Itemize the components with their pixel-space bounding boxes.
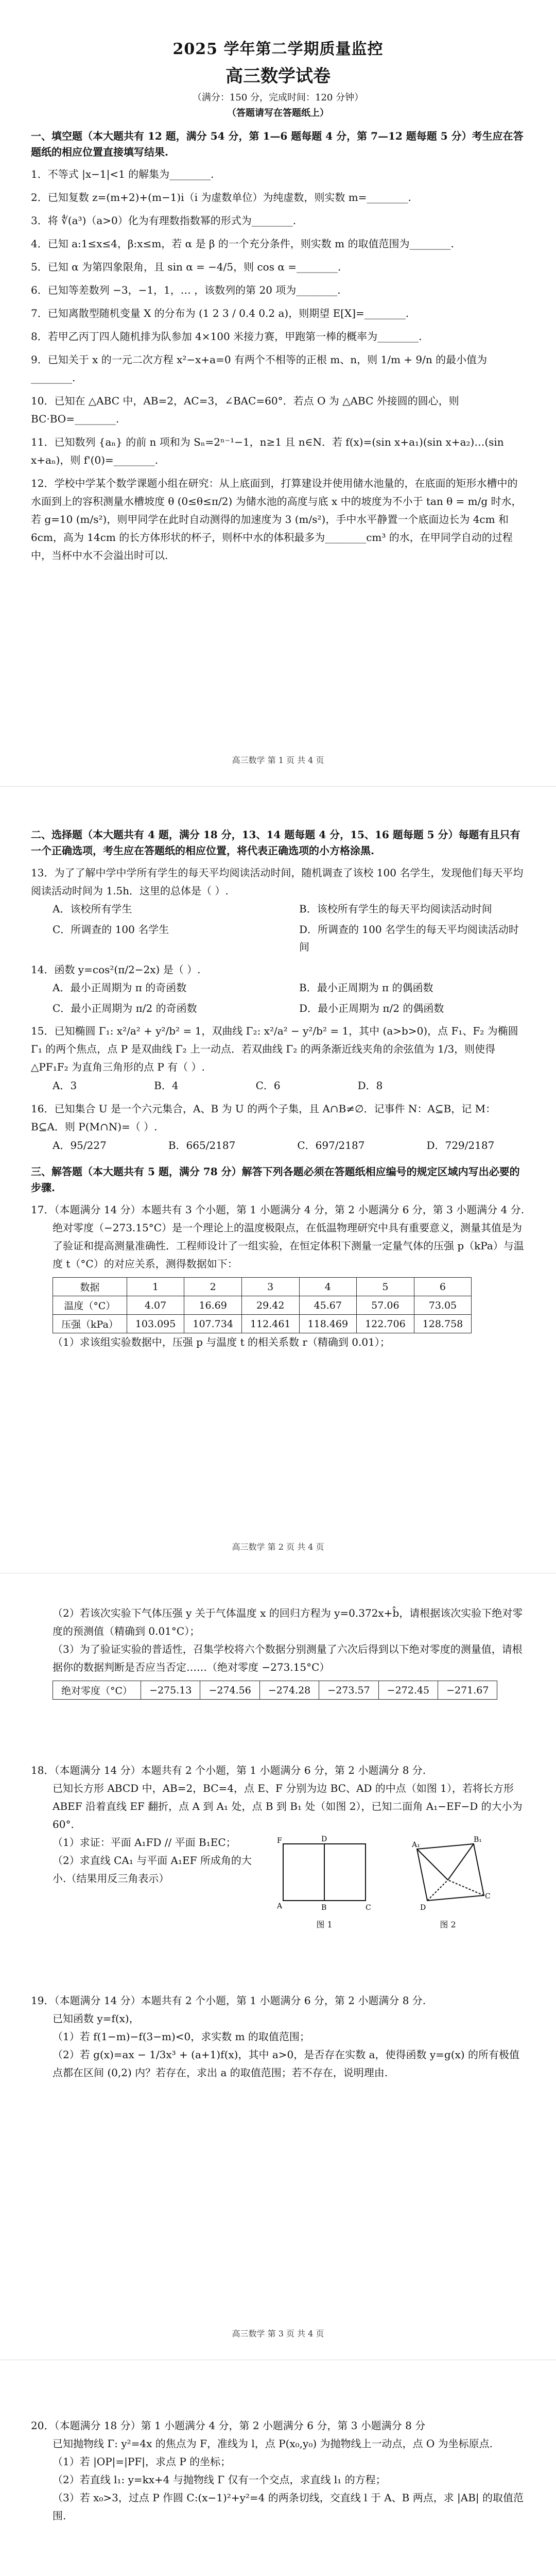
question-19-part2: （2）若 g(x)=ax − 1/3x³ + (a+1)f(x)，其中 a>0，是否存在实数 a，使得函数 y=g(x) 的所有极值点都在区间 (0,2) 内？若存在，求出 a 的取值范围；若不存在，说明理由. (53, 2048, 519, 2079)
question-13-options (53, 900, 525, 956)
question-19-stem: 19．（本题满分 14 分）本题共有 2 个小题，第 1 小题满分 6 分，第 2 小题满分 8 分. (31, 1994, 426, 2007)
figure-2-folded (396, 1834, 499, 1916)
question-18-part1: （1）求证：平面 A₁FD // 平面 B₁EC； (53, 1836, 236, 1849)
question-20-part3: （3）若 x₀>3，过点 P 作圆 C:(x−1)²+y²=4 的两条切线，交直线 l 于 A、B 两点，求 |AB| 的取值范围. (53, 2492, 524, 2522)
question-14: 14．函数 y=cos²(π/2−2x) 是（ ）. (31, 963, 201, 976)
table-cell: 107.734 (184, 1315, 242, 1333)
table-cell: −275.13 (141, 1681, 200, 1700)
svg-text:D: D (420, 1904, 426, 1912)
table-row (53, 1681, 497, 1700)
table-cell: 118.469 (299, 1315, 357, 1333)
exam-subtitle: 高三数学试卷 (225, 66, 331, 87)
svg-text:F: F (277, 1837, 282, 1845)
exam-note: （答题请写在答题纸上） (227, 108, 329, 118)
option-b: B．最小正周期为 π 的偶函数 (299, 981, 433, 994)
svg-text:C: C (485, 1892, 491, 1901)
table-header-row (53, 1278, 472, 1296)
question-5: 5．已知 α 为第四象限角，且 sin α = −4/5，则 cos α =________. (31, 261, 341, 273)
question-17-stem: 17．（本题满分 14 分）本题共有 3 个小题，第 1 小题满分 4 分，第 2 小题满分 6 分，第 3 小题满分 4 分. (31, 1204, 525, 1216)
question-17-table (53, 1277, 472, 1333)
option-a: A．该校所有学生 (53, 903, 132, 915)
table-cell: 73.05 (414, 1296, 472, 1315)
page-1 (0, 0, 556, 787)
option-b: B．4 (154, 1079, 179, 1092)
question-1: 1．不等式 |x−1|<1 的解集为________. (31, 168, 214, 180)
option-d: D．最小正周期为 π/2 的偶函数 (299, 1002, 444, 1014)
table-header-cell: 3 (241, 1278, 299, 1296)
table-row-label: 温度（°C） (53, 1296, 127, 1315)
table-cell: 112.461 (241, 1315, 299, 1333)
table-header-cell: 4 (299, 1278, 357, 1296)
table-cell: −271.67 (438, 1681, 497, 1700)
option-c: C．697/2187 (297, 1139, 365, 1151)
table-cell: 29.42 (241, 1296, 299, 1315)
table-cell: 128.758 (414, 1315, 472, 1333)
question-17-part1: （1）求该组实验数据中，压强 p 与温度 t 的相关系数 r（精确到 0.01）； (53, 1336, 390, 1348)
table-row (53, 1315, 472, 1333)
question-18-stem: 18．（本题满分 14 分）本题共有 2 个小题，第 1 小题满分 6 分，第 2 小题满分 8 分. (31, 1764, 426, 1776)
table-cell: 16.69 (184, 1296, 242, 1315)
table-cell: 122.706 (357, 1315, 414, 1333)
question-18-body: 已知长方形 ABCD 中，AB=2，BC=4，点 E、F 分别为边 BC、AD 的中点（如图 1），若将长方形 ABEF 沿着直线 EF 翻折，点 A 到 A₁ 处，点 B 到 B₁ 处（如图 2），已知二面角 A₁−EF−D 的大小为 60°. (53, 1782, 523, 1831)
option-c: C．所调查的 100 名学生 (53, 923, 169, 936)
table-header-cell: 6 (414, 1278, 472, 1296)
option-a: A．3 (53, 1079, 77, 1092)
figure-2-caption: 图 2 (440, 1920, 456, 1929)
question-18-part2: （2）求直线 CA₁ 与平面 A₁EF 所成角的大小.（结果用反三角表示） (53, 1854, 252, 1885)
question-12: 12．学校中学某个数学课题小组在研究：从上底面到，打算建设并使用储水池量的，在底面的矩形水槽中的水面到上的容积测量水槽坡度 θ (0≤θ≤π/2) 为储水池的高度与底 x 中的坡度为不小于 tan θ = m/g 时水，若 g=10 (m/s²)，则甲同学在此时自动测得的加速度为 3 (m/s²)，手中水平静置一个底面边长为 4cm 和 6cm，高为 14cm 的长方体形状的杯子，则杯中水的体积最多为________cm³ 的水，在甲同学自动的过程中，当杯中水不会溢出时可以. (31, 477, 522, 562)
question-6: 6．已知等差数列 −3，−1，1，… ，该数列的第 20 项为________. (31, 284, 341, 296)
question-16-options (53, 1136, 525, 1155)
question-2: 2．已知复数 z=(m+2)+(m−1)i（i 为虚数单位）为纯虚数，则实数 m=________. (31, 191, 411, 204)
question-16: 16．已知集合 U 是一个六元集合，A、B 为 U 的两个子集，且 A∩B≠∅．记事件 N：A⊆B，记 M：B⊆A．则 P(M∩N)=（ ）. (31, 1103, 496, 1133)
table-row-label: 压强（kPa） (53, 1315, 127, 1333)
option-b: B．该校所有学生的每天平均阅读活动时间 (299, 903, 492, 915)
table-cell: −274.56 (200, 1681, 259, 1700)
table-cell: 4.07 (127, 1296, 184, 1315)
question-15-options (53, 1076, 525, 1095)
option-b: B．665/2187 (168, 1139, 236, 1151)
page-footer-1: 高三数学 第 1 页 共 4 页 (232, 755, 324, 765)
question-17-part2: （2）若该次实验下气体压强 y 关于气体温度 x 的回归方程为 y=0.372x+b̂，请根据该次实验下绝对零度的预测值（精确到 0.01°C）； (53, 1607, 523, 1637)
option-d: D．8 (357, 1079, 383, 1092)
question-3: 3．将 ∜(a³)（a>0）化为有理数指数幂的形式为________. (31, 214, 297, 227)
option-a: A．最小正周期为 π 的奇函数 (53, 981, 187, 994)
option-c: C．最小正周期为 π/2 的奇函数 (53, 1002, 197, 1014)
exam-title: 2025 学年第二学期质量监控 (172, 40, 384, 58)
question-20-body: 已知抛物线 Γ: y²=4x 的焦点为 F，准线为 l，点 P(x₀,y₀) 为抛物线上一动点，点 O 为坐标原点. (53, 2437, 493, 2450)
table-cell: 103.095 (127, 1315, 184, 1333)
svg-text:C: C (366, 1904, 371, 1912)
question-15: 15．已知椭圆 Γ₁: x²/a² + y²/b² = 1，双曲线 Γ₂: x²/a² − y²/b² = 1，其中 (a>b>0)，点 F₁、F₂ 为椭圆 Γ₁ 的两个焦点，点 P 是双曲线 Γ₂ 上一动点．若双曲线 Γ₂ 的两条渐近线夹角的余弦值为 1/3，则使得 △PF₁F₂ 为直角三角形的点 P 有（ ）. (31, 1025, 518, 1073)
section-1-heading: 一、填空题（本大题共有 12 题，满分 54 分，第 1—6 题每题 4 分，第 7—12 题每题 5 分）考生应在答题纸的相应位置直接填写结果. (31, 130, 524, 158)
table-row-label: 绝对零度（°C） (53, 1681, 141, 1700)
exam-meta: （满分：150 分，完成时间：120 分钟） (192, 92, 364, 103)
section-2-heading: 二、选择题（本大题共有 4 题，满分 18 分，13、14 题每题 4 分，15、16 题每题 5 分）每题有且只有一个正确选项，考生应在答题纸的相应位置，将代表正确选项的小方格涂黑. (31, 828, 520, 857)
question-4: 4．已知 a:1≤x≤4，β:x≤m，若 α 是 β 的一个充分条件，则实数 m 的取值范围为________. (31, 238, 454, 250)
table-header-cell: 5 (357, 1278, 414, 1296)
question-19-body: 已知函数 y=f(x)， (53, 2012, 140, 2025)
page-footer-3: 高三数学 第 3 页 共 4 页 (232, 2329, 324, 2338)
question-11: 11．已知数列 {aₙ} 的前 n 项和为 Sₙ=2ⁿ⁻¹−1，n≥1 且 n∈N．若 f(x)=(sin x+a₁)(sin x+a₂)…(sin x+aₙ)，则 f'(0)=________. (31, 436, 504, 466)
table-cell: 57.06 (357, 1296, 414, 1315)
table-cell: 45.67 (299, 1296, 357, 1315)
svg-text:D: D (321, 1835, 327, 1843)
question-8: 8．若甲乙丙丁四人随机排为队参加 4×100 米接力赛，甲跑第一棒的概率为________. (31, 330, 422, 343)
table-header-cell: 数据 (53, 1278, 127, 1296)
question-17-body: 绝对零度（−273.15°C）是一个理论上的温度极限点，在低温物理研究中具有重要意义，测量其值是为了验证和提高测量准确性．工程师设计了一组实验，在恒定体积下测量一定量气体的压强 p（kPa）与温度 t（°C）的对应关系，测得数据如下： (53, 1222, 524, 1270)
option-a: A．95/227 (53, 1139, 107, 1151)
question-17-part3: （3）为了验证实验的普适性，召集学校将六个数据分别测量了六次后得到以下绝对零度的测量值，请根据你的数据判断是否应当否定……（绝对零度 −273.15°C） (53, 1643, 523, 1673)
question-20-part1: （1）若 |OP|=|PF|，求点 P 的坐标； (53, 2455, 231, 2468)
table-row (53, 1296, 472, 1315)
page-3 (0, 1573, 556, 2360)
question-9: 9．已知关于 x 的一元二次方程 x²−x+a=0 有两个不相等的正根 m、n，则 1/m + 9/n 的最小值为________. (31, 353, 488, 384)
question-19-part1: （1）若 f(1−m)−f(3−m)<0，求实数 m 的取值范围； (53, 2030, 310, 2043)
table-cell: −273.57 (319, 1681, 378, 1700)
page-footer-2: 高三数学 第 2 页 共 4 页 (232, 1542, 324, 1552)
option-d: D．所调查的 100 名学生的每天平均阅读活动时间 (299, 923, 519, 953)
svg-text:B₁: B₁ (474, 1836, 482, 1844)
question-7: 7．已知离散型随机变量 X 的分布为 (1 2 3 / 0.4 0.2 a)，则期望 E[X]=________. (31, 307, 409, 319)
option-d: D．729/2187 (426, 1139, 495, 1151)
table-cell: −274.28 (259, 1681, 319, 1700)
question-20-stem: 20．（本题满分 18 分）第 1 小题满分 4 分，第 2 小题满分 6 分，第 3 小题满分 8 分 (31, 2419, 426, 2432)
svg-text:B: B (321, 1904, 327, 1912)
figure-1-caption: 图 1 (316, 1920, 333, 1929)
table-cell: −272.45 (378, 1681, 438, 1700)
figure-1-rectangle (273, 1834, 376, 1916)
page-2 (0, 787, 556, 1573)
table-header-cell: 1 (127, 1278, 184, 1296)
table-header-cell: 2 (184, 1278, 242, 1296)
svg-text:A: A (277, 1902, 283, 1910)
option-c: C．6 (255, 1079, 281, 1092)
question-14-options (53, 979, 525, 1017)
question-20-part2: （2）若直线 l₁: y=kx+4 与抛物线 Γ 仅有一个交点，求直线 l₁ 的方程； (53, 2473, 386, 2486)
section-3-heading: 三、解答题（本大题共有 5 题，满分 78 分）解答下列各题必须在答题纸相应编号的规定区域内写出必要的步骤. (31, 1165, 520, 1194)
question-13: 13．为了了解中学中学所有学生的每天平均阅读活动时间，随机调查了该校 100 名学生，发现他们每天平均阅读活动时间为 1.5h．这里的总体是（ ）. (31, 867, 524, 897)
page-4 (0, 2360, 556, 2576)
svg-text:A₁: A₁ (412, 1841, 420, 1849)
question-10: 10．已知在 △ABC 中，AB=2，AC=3，∠BAC=60°．若点 O 为 △ABC 外接圆的圆心，则 BC·BO=________. (31, 395, 459, 425)
question-17-table2 (53, 1681, 497, 1700)
